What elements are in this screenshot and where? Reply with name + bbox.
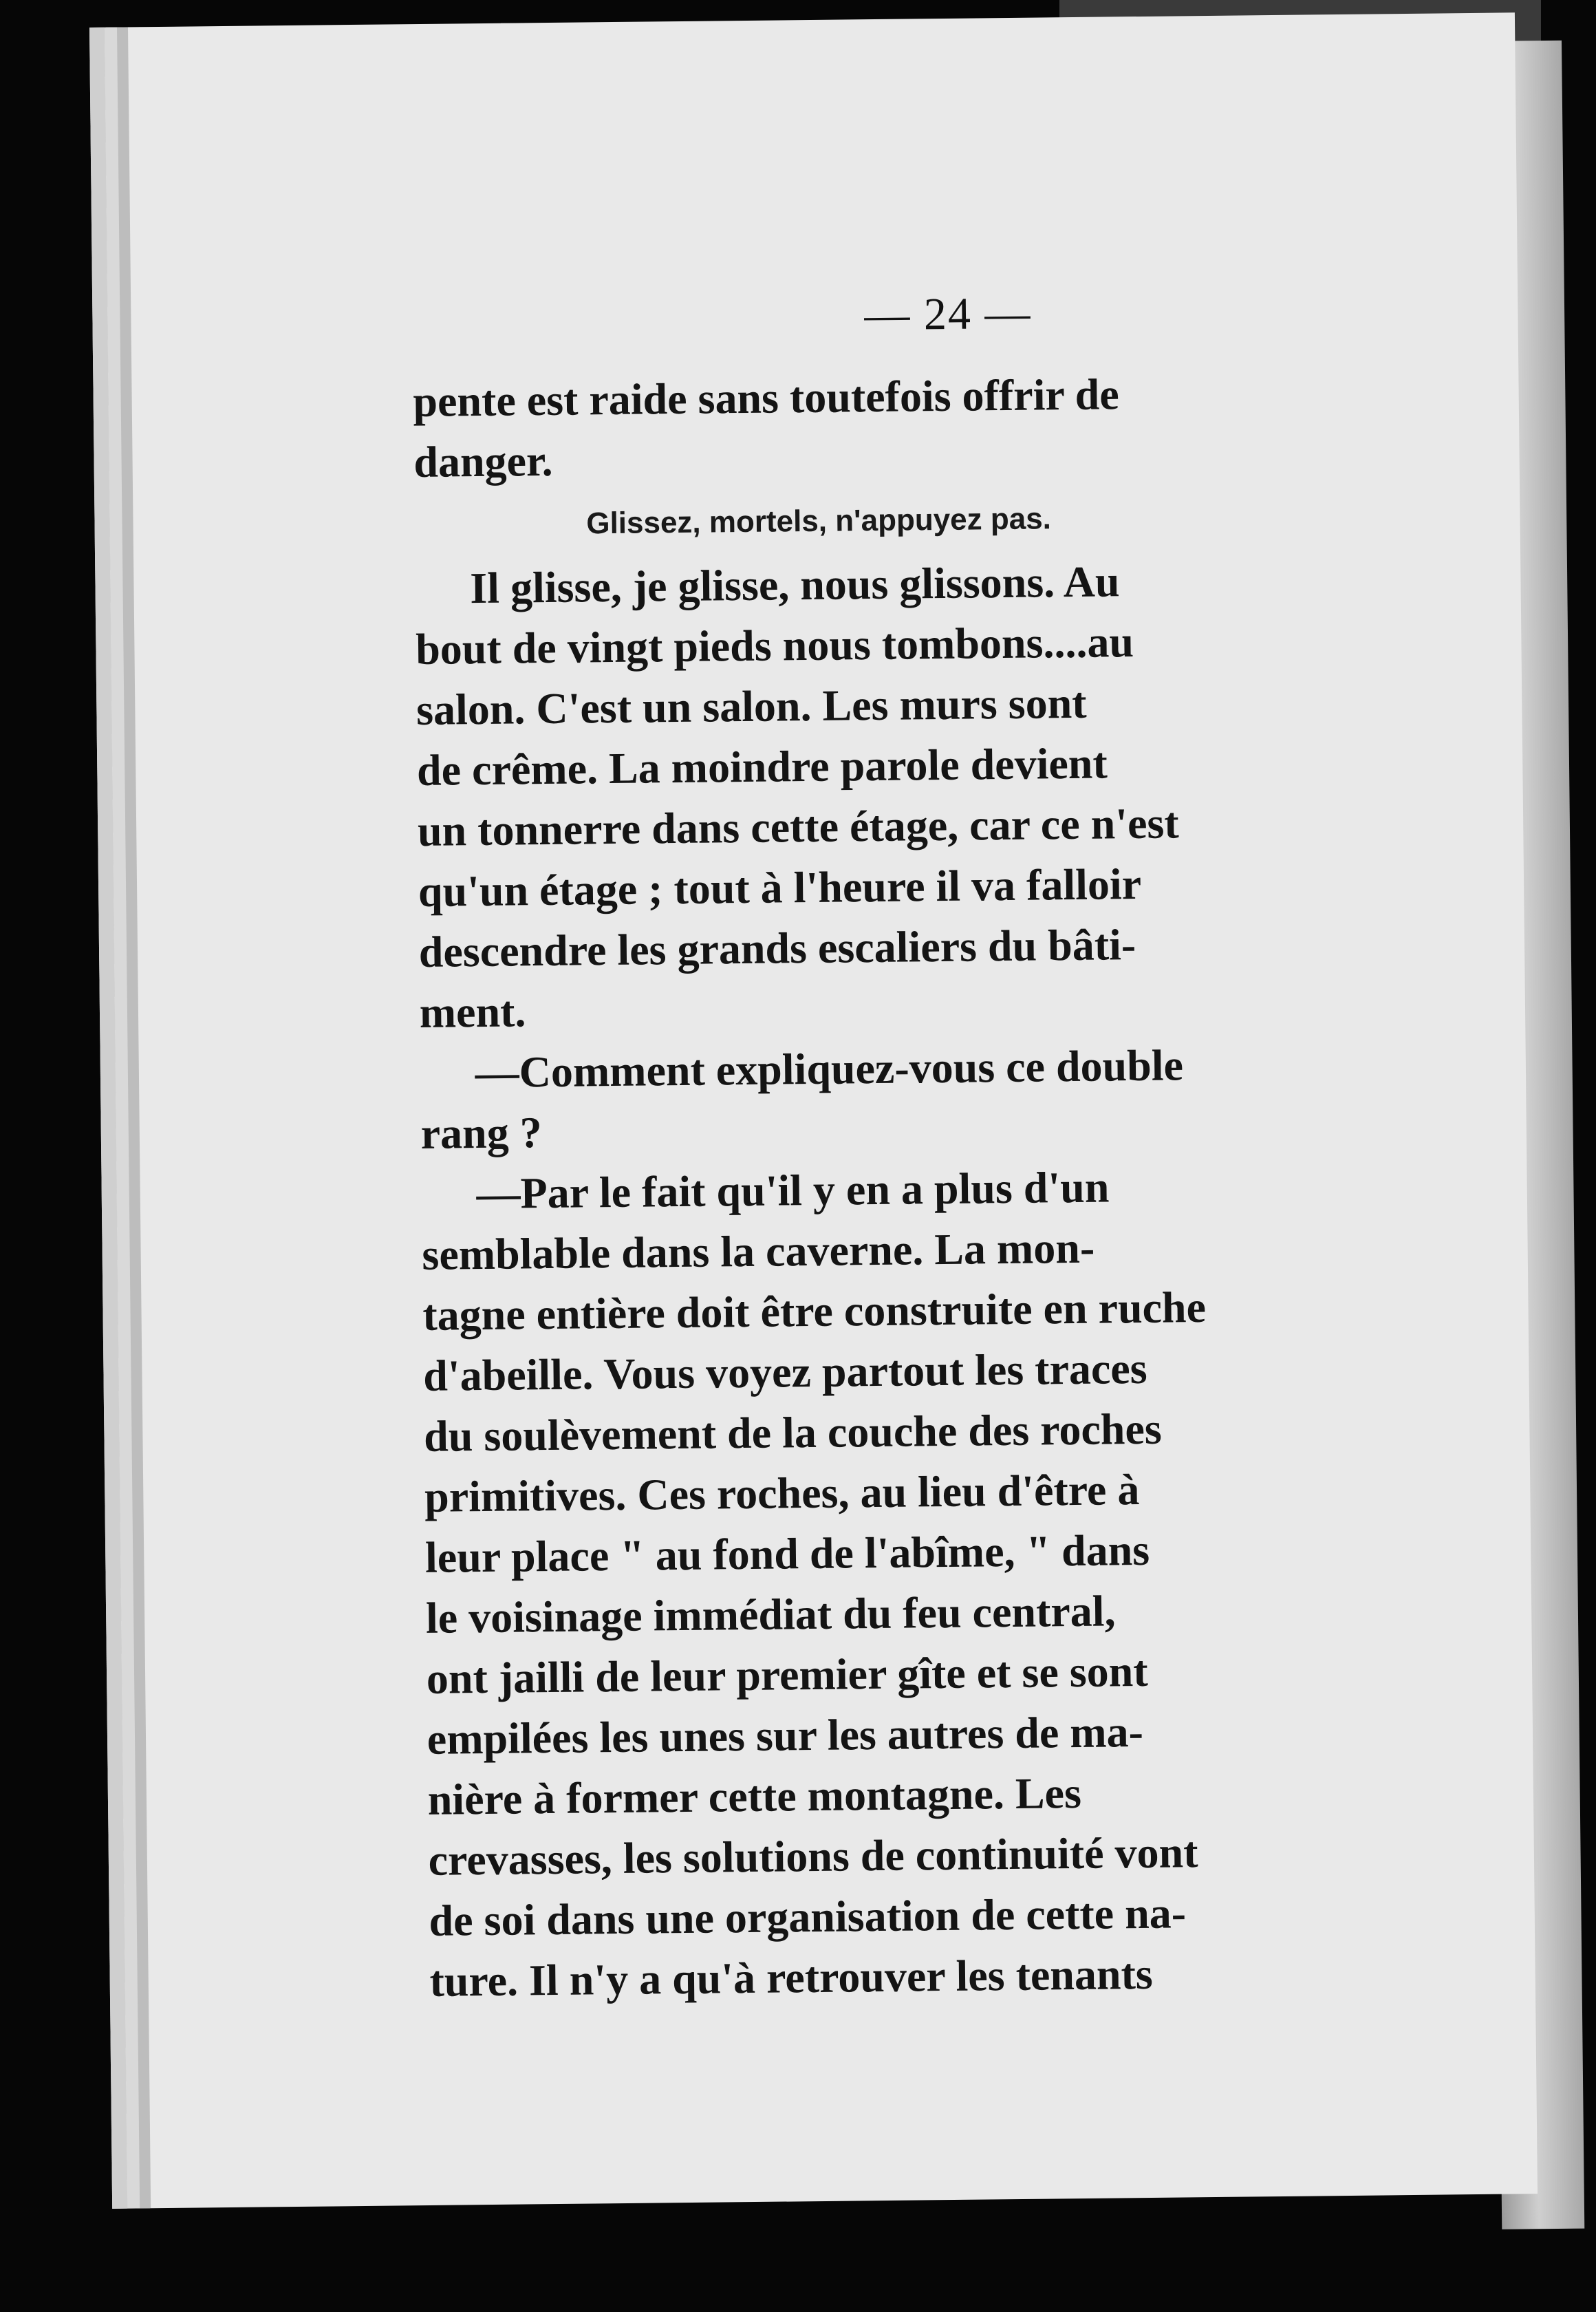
text-line: empilées les unes sur les autres de ma- [427, 1706, 1144, 1764]
page-number: — 24 — [864, 288, 1032, 341]
text-line: —Par le fait qu'il y en a plus d'un [476, 1162, 1110, 1219]
text-line: descendre les grands escaliers du bâti- [418, 920, 1136, 976]
text-line: nière à former cette montagne. Les [427, 1768, 1082, 1824]
text-line: d'abeille. Vous voyez partout les traces [422, 1343, 1147, 1400]
text-line: du soulèvement de la couche des roches [423, 1404, 1163, 1461]
text-line: salon. C'est un salon. Les murs sont [416, 678, 1087, 734]
text-line: crevasses, les solutions de continuité vont [428, 1828, 1198, 1885]
text-line: le voisinage immédiat du feu central, [425, 1586, 1116, 1642]
text-line: Il glisse, je glisse, nous glissons. Au [469, 557, 1120, 613]
text-line: un tonnerre dans cette étage, car ce n'est [417, 798, 1179, 855]
text-line: rang ? [420, 1108, 542, 1158]
text-line: ture. Il n'y a qu'à retrouver les tenants [429, 1949, 1154, 2006]
text-line: bout de vingt pieds nous tombons....au [415, 617, 1134, 674]
text-line: semblable dans la caverne. La mon- [422, 1223, 1095, 1279]
text-line: pente est raide sans toutefois offrir de [413, 370, 1119, 426]
text-line: tagne entière doit être construite en ruche [422, 1283, 1207, 1340]
page-text [413, 362, 1372, 2012]
text-line: de soi dans une organisation de cette na- [429, 1888, 1187, 1945]
verse-quote: Glissez, mortels, n'appuyez pas. [586, 502, 1052, 541]
text-line: ment. [419, 987, 526, 1037]
text-line: primitives. Ces roches, au lieu d'être à [424, 1465, 1140, 1521]
text-line: ont jailli de leur premier gîte et se sont [426, 1646, 1148, 1703]
text-line: qu'un étage ; tout à l'heure il va falloir [418, 859, 1142, 916]
text-line: danger. [413, 436, 553, 486]
text-line: de crême. La moindre parole devient [416, 738, 1108, 795]
text-line: leur place " au fond de l'abîme, " dans [424, 1525, 1150, 1582]
text-line: —Comment expliquez-vous ce double [475, 1040, 1184, 1098]
